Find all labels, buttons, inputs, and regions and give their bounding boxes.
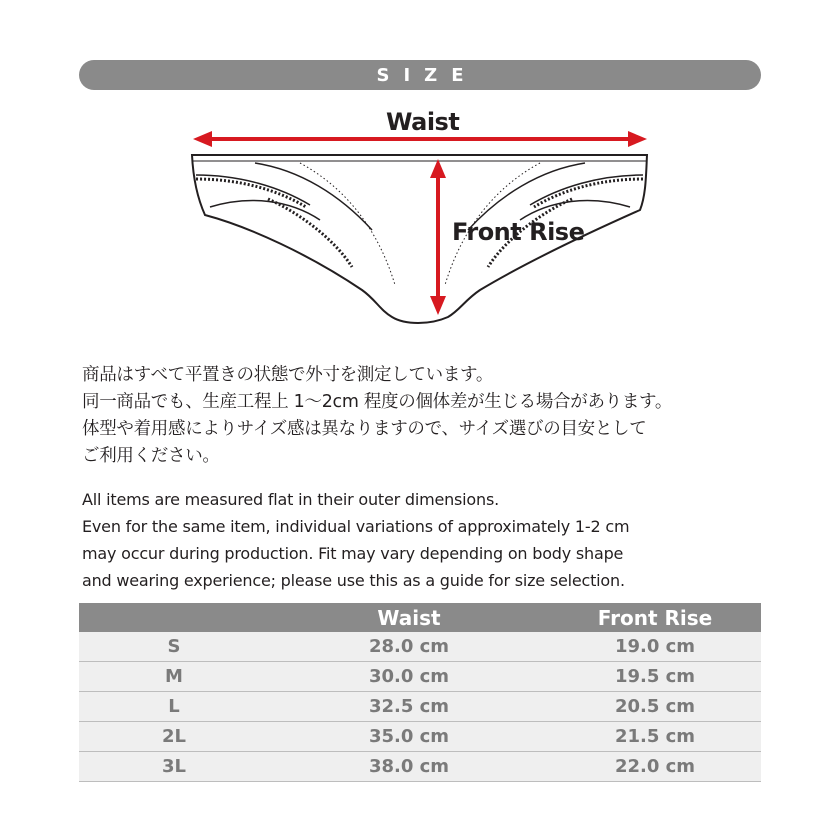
japanese-note-line: 商品はすべて平置きの状態で外寸を測定しています。 bbox=[82, 365, 494, 385]
english-note bbox=[82, 486, 772, 594]
front-rise-cell: 21.5 cm bbox=[549, 722, 761, 752]
waist-arrowhead-right bbox=[628, 131, 647, 147]
waist-cell: 35.0 cm bbox=[269, 722, 549, 752]
size-cell: S bbox=[79, 632, 269, 662]
japanese-note-line: 体型や着用感によりサイズ感は異なりますので、サイズ選びの目安として bbox=[82, 419, 647, 439]
waist-cell: 30.0 cm bbox=[269, 662, 549, 692]
front-rise-cell: 19.5 cm bbox=[549, 662, 761, 692]
waist-cell: 28.0 cm bbox=[269, 632, 549, 662]
table-header-row bbox=[79, 603, 761, 632]
size-cell: M bbox=[79, 662, 269, 692]
header-waist: Waist bbox=[269, 603, 549, 632]
japanese-note-line: 同一商品でも、生産工程上 1〜2cm 程度の個体差が生じる場合があります。 bbox=[82, 392, 673, 412]
japanese-note-line: ご利用ください。 bbox=[82, 446, 220, 466]
waist-cell: 32.5 cm bbox=[269, 692, 549, 722]
waist-arrowhead-left bbox=[193, 131, 212, 147]
size-cell: 2L bbox=[79, 722, 269, 752]
table-row bbox=[79, 722, 761, 752]
front-rise-cell: 22.0 cm bbox=[549, 752, 761, 782]
japanese-note bbox=[82, 362, 772, 470]
english-note-line: and wearing experience; please use this as a guide for size selection. bbox=[82, 571, 625, 590]
english-note-line: All items are measured flat in their outer dimensions. bbox=[82, 490, 499, 509]
size-table bbox=[79, 603, 761, 782]
header-front-rise: Front Rise bbox=[549, 603, 761, 632]
front-rise-label: Front Rise bbox=[452, 218, 585, 246]
english-note-line: Even for the same item, individual variations of approximately 1-2 cm bbox=[82, 517, 630, 536]
header-size bbox=[79, 603, 269, 632]
english-note-line: may occur during production. Fit may vary depending on body shape bbox=[82, 544, 624, 563]
table-row bbox=[79, 692, 761, 722]
size-banner-title: SIZE bbox=[376, 64, 478, 86]
size-cell: 3L bbox=[79, 752, 269, 782]
table-row bbox=[79, 632, 761, 662]
front-rise-cell: 20.5 cm bbox=[549, 692, 761, 722]
size-diagram bbox=[0, 95, 840, 345]
table-row bbox=[79, 662, 761, 692]
front-rise-cell: 19.0 cm bbox=[549, 632, 761, 662]
waist-label: Waist bbox=[386, 108, 460, 136]
table-row bbox=[79, 752, 761, 782]
waist-cell: 38.0 cm bbox=[269, 752, 549, 782]
size-banner bbox=[79, 60, 761, 90]
size-cell: L bbox=[79, 692, 269, 722]
